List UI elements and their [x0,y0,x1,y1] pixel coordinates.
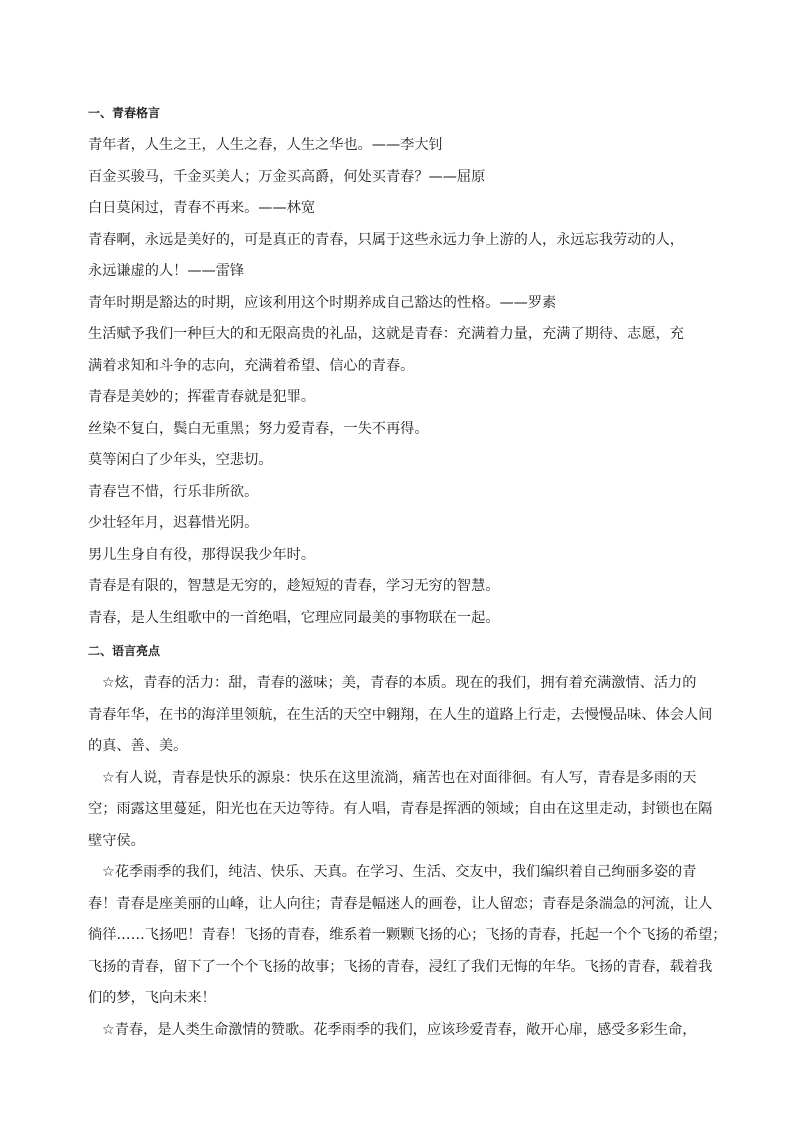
highlight-paragraph [88,763,728,858]
motto-quote [88,540,728,572]
text-line: 青年时期是豁达的时期，应该利用这个时期养成自己豁达的性格。——罗素 [88,294,557,311]
text-line: ☆花季雨季的我们，纯洁、快乐、天真。在学习、生活、交友中，我们编织着自己绚丽多姿的青 [102,864,697,880]
text-line: 满着求知和斗争的志向，充满着希望、信心的青春。 [88,357,415,374]
text-line: 少壮轻年月，迟暮惜光阴。 [88,515,259,531]
text-line: 青春岂不惜，行乐非所欲。 [88,483,259,500]
motto-quote [88,382,728,414]
motto-quote [88,288,728,320]
text-line: 春！青春是座美丽的山峰，让人向往；青春是幅迷人的画卷，让人留恋；青春是条湍急的河流，让人 [88,895,713,912]
youth-mottos-list [88,130,728,634]
motto-quote [88,225,728,288]
motto-quote [88,508,728,540]
text-line: ☆青春，是人类生命激情的赞歌。花季雨季的我们，应该珍爱青春，敞开心扉，感受多彩生命， [102,1021,697,1038]
text-line: 青春，是人生组歌中的一首绝唱，它理应同最美的事物联在一起。 [88,609,500,626]
highlight-paragraph [88,857,728,1015]
motto-quote [88,477,728,509]
text-line: 的真、善、美。 [88,738,188,754]
highlight-paragraph [88,1015,728,1047]
text-line: 生活赋予我们一种巨大的和无限高贵的礼品，这就是青春：充满着力量，充满了期待、志愿，充 [88,326,684,342]
motto-quote [88,571,728,603]
text-line: 青春是有限的，智慧是无穷的，趁短短的青春，学习无穷的智慧。 [88,578,500,594]
text-line: 男儿生身自有役，那得误我少年时。 [88,546,316,563]
document-page [88,96,728,1046]
text-line: 百金买骏马，千金买美人；万金买高爵，何处买青春？——屈原 [88,168,486,185]
motto-quote [88,130,728,162]
motto-quote [88,319,728,382]
text-line: 徜徉……飞扬吧！青春！飞扬的青春，维系着一颗颗飞扬的心；飞扬的青春，托起一个个飞扬的希望； [88,927,727,943]
text-line: 丝染不复白，鬓白无重黑；努力爱青春，一失不再得。 [88,420,429,437]
text-line: 飞扬的青春，留下了一个个飞扬的故事；飞扬的青春，浸红了我们无悔的年华。飞扬的青春，载着我 [88,958,713,975]
text-line: 空；雨露这里蔓延，阳光也在天边等待。有人唱，青春是挥洒的领域；自由在这里走动，封锁也在隔 [88,801,713,817]
language-highlights-list [88,668,728,1046]
text-line: 白日莫闲过，青春不再来。——林宽 [88,200,316,216]
text-line: 青年者，人生之王，人生之春，人生之华也。——李大钊 [88,137,443,153]
motto-quote [88,603,728,635]
motto-quote [88,445,728,477]
text-line: 青春啊，永远是美好的，可是真正的青春，只属于这些永远力争上游的人，永远忘我劳动的人， [88,231,684,248]
text-line: ☆炫，青春的活力：甜，青春的滋味；美，青春的本质。现在的我们，拥有着充满激情、活力的 [102,675,697,691]
text-line: ☆有人说，青春是快乐的源泉：快乐在这里流淌，痛苦也在对面徘徊。有人写，青春是多雨的天 [102,769,697,786]
text-line: 青春是美妙的；挥霍青春就是犯罪。 [88,389,316,405]
motto-quote [88,414,728,446]
text-line: 青春年华，在书的海洋里领航，在生活的天空中翱翔，在人生的道路上行走，去慢慢品味、体会人间 [88,706,713,723]
highlight-paragraph [88,668,728,763]
text-line: 莫等闲白了少年头，空悲切。 [88,452,273,468]
text-line: 们的梦，飞向未来！ [88,990,216,1006]
section-heading-youth-mottos: 一、青春格言 [88,106,161,120]
text-line: 永远谦虚的人！——雷锋 [88,263,245,279]
text-line: 壁守侯。 [88,832,145,849]
motto-quote [88,193,728,225]
motto-quote [88,162,728,194]
section-heading-language-highlights: 二、语言亮点 [88,644,161,658]
